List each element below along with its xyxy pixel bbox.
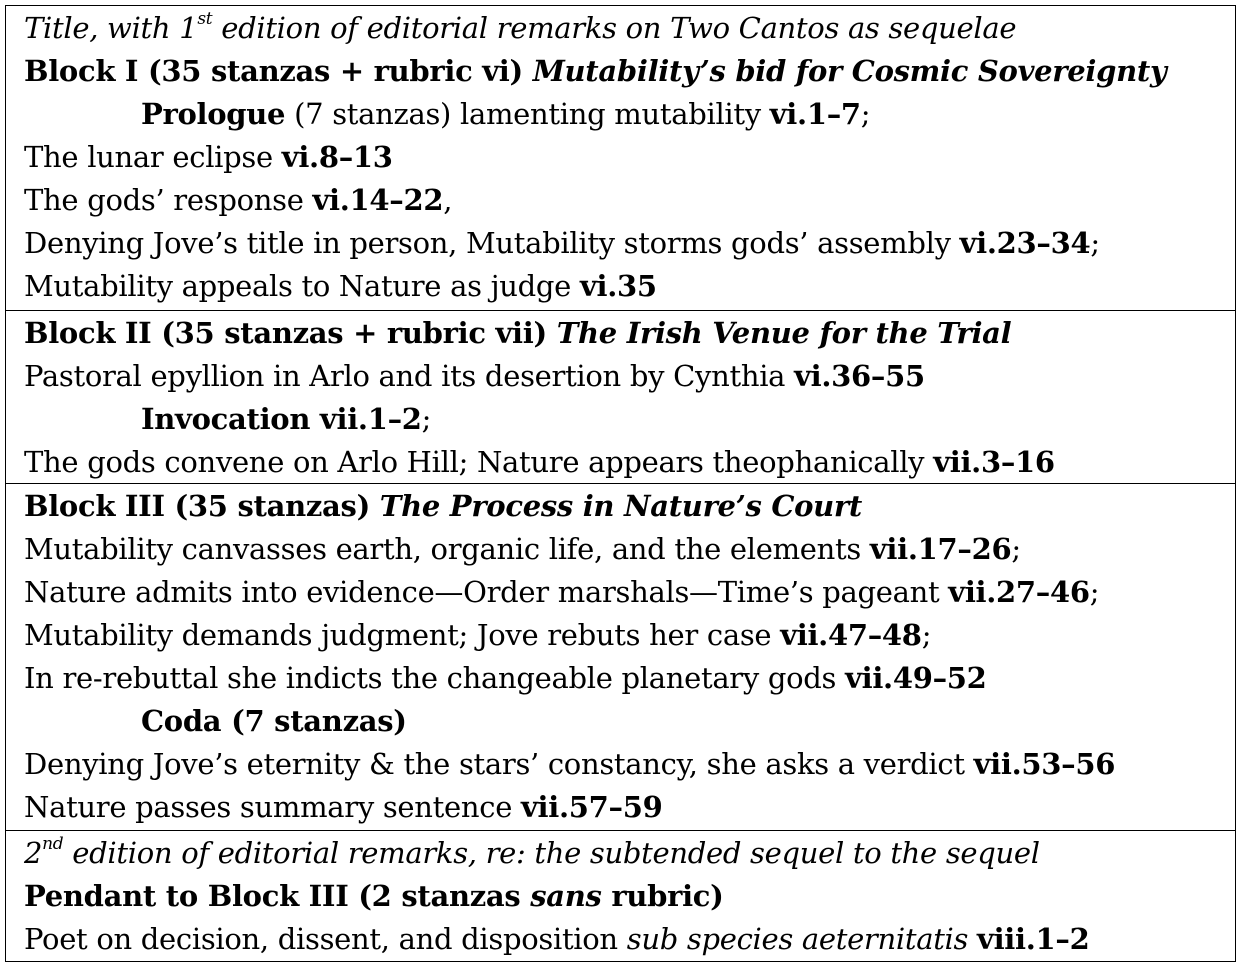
outline-text: Block I (35 stanzas + rubric vi) — [24, 54, 533, 88]
outline-text: Nature passes summary sentence — [24, 790, 521, 824]
outline-text: Title, with 1 — [24, 11, 198, 45]
outline-text: (7 stanzas) lamenting mutability — [285, 97, 770, 131]
outline-text: Nature admits into evidence—Order marshals—Time’s pageant — [24, 575, 949, 609]
outline-text: vii.27–46 — [948, 575, 1090, 609]
block-two-section — [6, 311, 1235, 484]
outline-text: sans — [530, 879, 602, 913]
block-one-section — [6, 6, 1235, 311]
outline-line — [24, 617, 931, 653]
outline-text: vi.35 — [579, 269, 657, 303]
outline-text: vii.53–56 — [973, 747, 1116, 781]
outline-line — [24, 10, 1016, 46]
outline-line — [24, 358, 925, 394]
outline-text: Block III (35 stanzas) — [24, 489, 380, 523]
outline-line — [24, 53, 1167, 89]
outline-text: vii.49–52 — [845, 661, 987, 695]
outline-text: The lunar eclipse — [24, 140, 282, 174]
outline-text: Pastoral epyllion in Arlo and its desertion by Cynthia — [24, 359, 795, 393]
outline-line — [24, 835, 1040, 871]
outline-line — [24, 574, 1099, 610]
outline-text: , — [443, 183, 453, 217]
outline-text: Coda (7 stanzas) — [141, 704, 407, 738]
outline-text — [968, 922, 977, 956]
outline-line — [24, 531, 1021, 567]
outline-line — [24, 878, 724, 914]
outline-line — [24, 921, 1089, 957]
outline-text: Poet on decision, dissent, and disposition — [24, 922, 627, 956]
outline-text: Mutability canvasses earth, organic life, and the elements — [24, 532, 870, 566]
outline-text: The gods convene on Arlo Hill; Nature appears theophanically — [24, 445, 934, 479]
outline-line — [24, 746, 1115, 782]
outline-text: vi.36–55 — [794, 359, 925, 393]
outline-text: rubric) — [601, 879, 724, 913]
outline-text: ; — [1090, 226, 1100, 260]
outline-text: ; — [860, 97, 871, 131]
outline-text: In re-rebuttal she indicts the changeable planetary gods — [24, 661, 846, 695]
outline-text: Mutability demands judgment; Jove rebuts her case — [24, 618, 781, 652]
outline-text: vii.57–59 — [520, 790, 663, 824]
outline-text: Pendant to Block III (2 stanzas — [24, 879, 531, 913]
outline-text: vii.3–16 — [933, 445, 1055, 479]
outline-text: ; — [921, 618, 932, 652]
outline-line — [141, 703, 407, 739]
outline-line — [24, 488, 862, 524]
outline-text: nd — [42, 834, 64, 855]
outline-table — [5, 5, 1236, 962]
outline-text: st — [197, 9, 213, 30]
outline-text: ; — [1011, 532, 1021, 566]
outline-text: Mutability appeals to Nature as judge — [24, 269, 580, 303]
outline-text: ; — [1089, 575, 1100, 609]
outline-text: 2 — [24, 836, 43, 870]
outline-text: The Process in Nature’s Court — [379, 489, 863, 523]
outline-line — [24, 139, 393, 175]
outline-text: Invocation vii.1–2 — [141, 402, 422, 436]
outline-text: edition of editorial remarks, re: the subtended sequel to the sequel — [63, 836, 1040, 870]
outline-text: edition of editorial remarks on Two Cantos as sequelae — [212, 11, 1017, 45]
outline-line — [24, 660, 987, 696]
pendant-section — [6, 831, 1235, 963]
outline-text: vi.14–22 — [312, 183, 444, 217]
outline-text: Denying Jove’s eternity & the stars’ constancy, she asks a verdict — [24, 747, 974, 781]
outline-text: viii.1–2 — [977, 922, 1090, 956]
outline-text: vi.8–13 — [281, 140, 393, 174]
outline-text: The gods’ response — [24, 183, 313, 217]
outline-text: sub species aeternitatis — [626, 922, 969, 956]
outline-line — [24, 182, 452, 218]
outline-line — [24, 444, 1055, 480]
outline-text: Block II (35 stanzas + rubric vii) — [24, 316, 557, 350]
outline-line — [24, 268, 657, 304]
outline-text: vii.17–26 — [869, 532, 1012, 566]
outline-text: The Irish Venue for the Trial — [556, 316, 1012, 350]
outline-line — [141, 401, 431, 437]
outline-text: Denying Jove’s title in person, Mutability storms gods’ assembly — [24, 226, 960, 260]
outline-text: vi.1–7 — [769, 97, 861, 131]
outline-text: vii.47–48 — [780, 618, 922, 652]
outline-text: ; — [421, 402, 432, 436]
outline-line — [24, 315, 1011, 351]
outline-text: vi.23–34 — [959, 226, 1091, 260]
outline-text: Prologue — [141, 97, 286, 131]
outline-line — [24, 225, 1100, 261]
outline-line — [141, 96, 870, 132]
block-three-section — [6, 484, 1235, 831]
outline-text: Mutability’s bid for Cosmic Sovereignty — [532, 54, 1167, 88]
outline-line — [24, 789, 662, 825]
